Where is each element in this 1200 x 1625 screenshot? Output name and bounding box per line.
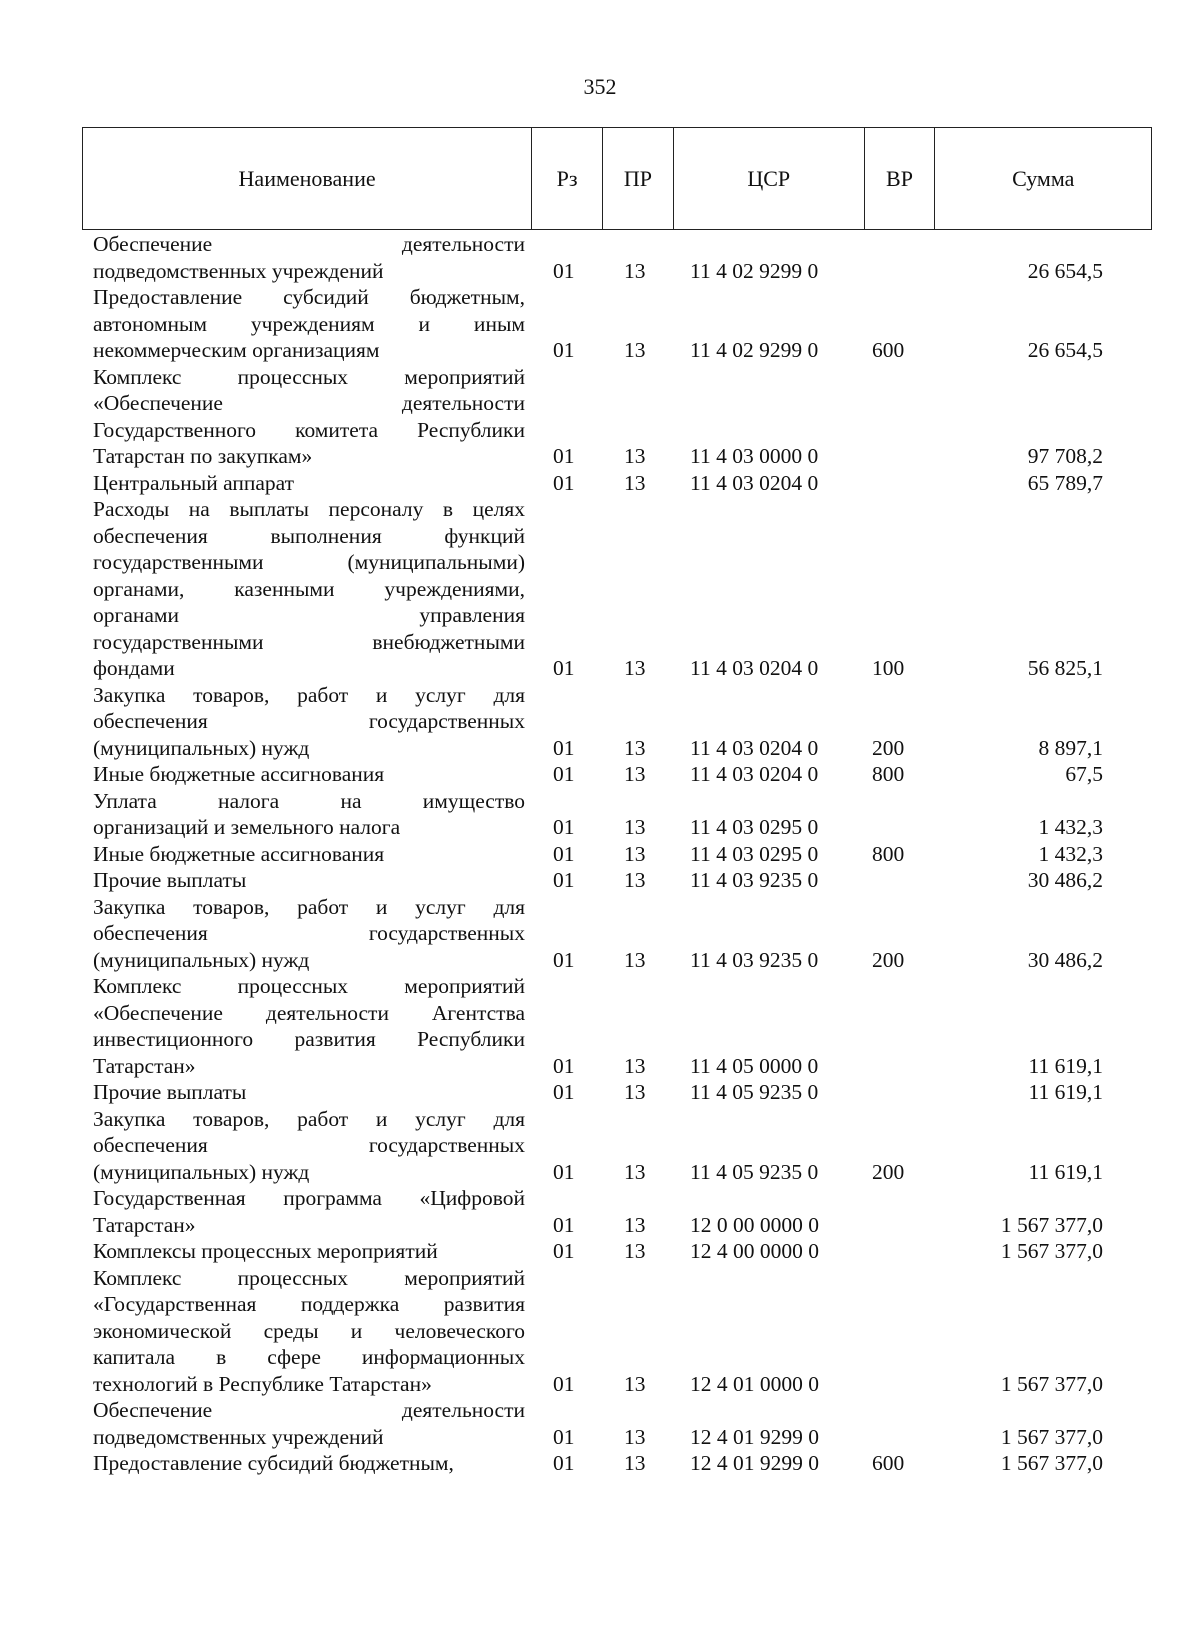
row-pr: 13	[624, 815, 646, 839]
row-vr: 600	[872, 338, 905, 362]
row-csr: 12 4 01 9299 0	[690, 1451, 819, 1475]
row-csr: 12 0 00 0000 0	[690, 1212, 819, 1237]
row-pr: 13	[624, 1371, 646, 1396]
row-name	[93, 841, 525, 868]
row-pr: 13	[624, 947, 646, 972]
row-sum: 30 486,2	[1027, 868, 1103, 892]
row-rz: 01	[553, 1159, 575, 1184]
row-rz: 01	[553, 815, 575, 839]
row-csr: 11 4 05 9235 0	[690, 1159, 819, 1184]
header-sum: Сумма	[1012, 165, 1075, 191]
row-name	[93, 231, 525, 284]
table-row	[0, 761, 1200, 788]
row-rz: 01	[553, 841, 575, 866]
row-name-line: автономным учреждениям и иным	[93, 311, 525, 336]
row-name-line: Прочие выплаты	[93, 868, 247, 892]
row-vr: 200	[872, 947, 905, 972]
row-name-line: «Государственная поддержка развития	[93, 1292, 525, 1316]
row-rz: 01	[553, 1451, 575, 1475]
table-row	[0, 1079, 1200, 1106]
row-name	[93, 1079, 525, 1106]
row-rz: 01	[553, 470, 575, 495]
table-row	[0, 867, 1200, 894]
row-name-line: Расходы на выплаты персоналу в целях	[93, 497, 525, 521]
header-pr: ПР	[603, 128, 674, 229]
table-body	[0, 231, 1200, 1477]
row-sum: 1 432,3	[1038, 815, 1103, 839]
table-row	[0, 496, 1200, 682]
row-name-line: обеспечения государственных	[93, 709, 525, 733]
row-name-line: подведомственных учреждений	[93, 1424, 384, 1449]
row-rz: 01	[553, 338, 575, 362]
row-name-line: фондами	[93, 656, 175, 680]
row-csr: 11 4 03 0295 0	[690, 841, 819, 866]
row-name-line: «Обеспечение деятельности Агентства	[93, 1000, 525, 1025]
row-name-line: Государственного комитета Республики	[93, 417, 525, 442]
row-name-line: капитала в сфере информационных	[93, 1345, 525, 1369]
table-row	[0, 284, 1200, 364]
table-row	[0, 841, 1200, 868]
row-name	[93, 1450, 525, 1477]
row-sum: 67,5	[1065, 762, 1103, 786]
row-name	[93, 1106, 525, 1186]
row-pr: 13	[624, 868, 646, 892]
row-vr: 800	[872, 762, 905, 786]
row-sum: 11 619,1	[1028, 1053, 1103, 1078]
row-sum: 1 567 377,0	[1000, 1371, 1103, 1396]
header-csr: ЦСР	[674, 128, 865, 229]
row-csr: 11 4 03 0204 0	[690, 656, 819, 680]
row-csr: 12 4 01 0000 0	[690, 1371, 819, 1396]
row-name	[93, 364, 525, 470]
row-pr: 13	[624, 1080, 646, 1104]
row-pr: 13	[624, 470, 646, 495]
row-csr: 11 4 03 0204 0	[690, 762, 819, 786]
row-name-line: организаций и земельного налога	[93, 815, 401, 839]
row-name-line: Государственная программа «Цифровой	[93, 1186, 525, 1210]
table-row	[0, 1238, 1200, 1265]
row-name-line: Предоставление субсидий бюджетным,	[93, 285, 525, 309]
row-csr: 11 4 05 0000 0	[690, 1053, 819, 1078]
row-pr: 13	[624, 841, 646, 866]
row-name-line: Прочие выплаты	[93, 1080, 247, 1104]
row-sum: 26 654,5	[1027, 338, 1103, 362]
table-row	[0, 1265, 1200, 1398]
row-csr: 11 4 03 0204 0	[690, 470, 819, 495]
row-pr: 13	[624, 656, 646, 680]
row-pr: 13	[624, 1239, 646, 1263]
row-name-line: Закупка товаров, работ и услуг для	[93, 894, 525, 919]
row-pr: 13	[624, 735, 646, 760]
row-name-line: (муниципальных) нужд	[93, 947, 310, 972]
table-row	[0, 231, 1200, 284]
row-rz: 01	[553, 947, 575, 972]
table-row	[0, 788, 1200, 841]
header-vr: ВР	[865, 128, 936, 229]
page-number: 352	[583, 74, 617, 99]
row-name	[93, 470, 525, 497]
row-name-line: органами управления	[93, 603, 525, 627]
row-name-line: (муниципальных) нужд	[93, 1159, 310, 1184]
row-rz: 01	[553, 1371, 575, 1396]
header-name: Наименование	[83, 128, 532, 229]
row-csr: 11 4 03 0295 0	[690, 815, 819, 839]
row-name	[93, 867, 525, 894]
row-rz: 01	[553, 1212, 575, 1237]
row-name-line: органами, казенными учреждениями,	[93, 576, 525, 601]
row-name-line: подведомственных учреждений	[93, 258, 384, 283]
row-sum: 1 567 377,0	[1000, 1424, 1103, 1449]
row-sum: 30 486,2	[1027, 947, 1103, 972]
row-name-line: Комплекс процессных мероприятий	[93, 974, 525, 998]
row-sum: 1 567 377,0	[1000, 1451, 1103, 1475]
row-name-line: Иные бюджетные ассигнования	[93, 762, 385, 786]
row-csr: 11 4 03 0204 0	[690, 735, 819, 760]
row-csr: 11 4 03 9235 0	[690, 947, 819, 972]
table-row	[0, 364, 1200, 470]
row-name-line: Уплата налога на имущество	[93, 788, 525, 813]
row-rz: 01	[553, 1424, 575, 1449]
row-rz: 01	[553, 762, 575, 786]
row-name	[93, 682, 525, 762]
row-csr: 11 4 02 9299 0	[690, 338, 819, 362]
row-sum: 8 897,1	[1038, 735, 1103, 760]
row-pr: 13	[624, 1424, 646, 1449]
row-name-line: некоммерческим организациям	[93, 338, 380, 362]
row-sum: 1 432,3	[1038, 841, 1103, 866]
row-rz: 01	[553, 1080, 575, 1104]
row-name	[93, 496, 525, 682]
row-name-line: технологий в Республике Татарстан»	[93, 1371, 432, 1396]
row-sum: 65 789,7	[1027, 470, 1103, 495]
row-sum: 97 708,2	[1027, 444, 1103, 468]
row-rz: 01	[553, 258, 575, 283]
row-pr: 13	[624, 338, 646, 362]
row-name-line: Закупка товаров, работ и услуг для	[93, 1106, 525, 1131]
row-name	[93, 1238, 525, 1265]
row-csr: 12 4 00 0000 0	[690, 1239, 819, 1263]
row-name-line: Иные бюджетные ассигнования	[93, 841, 385, 866]
row-name-line: обеспечения государственных	[93, 1133, 525, 1157]
row-vr: 200	[872, 735, 905, 760]
row-pr: 13	[624, 258, 646, 283]
table-row	[0, 470, 1200, 497]
row-csr: 12 4 01 9299 0	[690, 1424, 819, 1449]
row-vr: 200	[872, 1159, 905, 1184]
table-row	[0, 894, 1200, 974]
row-name-line: обеспечения государственных	[93, 921, 525, 945]
table-row	[0, 973, 1200, 1079]
row-name-line: Комплекс процессных мероприятий	[93, 1265, 525, 1290]
row-pr: 13	[624, 1212, 646, 1237]
row-name-line: инвестиционного развития Республики	[93, 1027, 525, 1051]
row-rz: 01	[553, 1239, 575, 1263]
row-sum: 1 567 377,0	[1000, 1212, 1103, 1237]
row-pr: 13	[624, 444, 646, 468]
row-csr: 11 4 03 9235 0	[690, 868, 819, 892]
row-csr: 11 4 02 9299 0	[690, 258, 819, 283]
row-name	[93, 761, 525, 788]
row-rz: 01	[553, 656, 575, 680]
row-name-line: Обеспечение деятельности	[93, 1398, 525, 1422]
row-name-line: Предоставление субсидий бюджетным,	[93, 1451, 454, 1475]
row-csr: 11 4 03 0000 0	[690, 444, 819, 468]
row-sum: 11 619,1	[1028, 1159, 1103, 1184]
row-sum: 1 567 377,0	[1000, 1239, 1103, 1263]
row-name-line: Татарстан»	[93, 1212, 196, 1237]
row-sum: 11 619,1	[1028, 1080, 1103, 1104]
row-name	[93, 894, 525, 974]
row-sum: 56 825,1	[1027, 656, 1103, 680]
row-name-line: Центральный аппарат	[93, 470, 295, 495]
row-name-line: Татарстан по закупкам»	[93, 444, 313, 468]
row-name-line: обеспечения выполнения функций	[93, 523, 525, 548]
row-pr: 13	[624, 1451, 646, 1475]
row-name	[93, 973, 525, 1079]
row-rz: 01	[553, 868, 575, 892]
row-name	[93, 788, 525, 841]
row-name	[93, 1265, 525, 1398]
row-csr: 11 4 05 9235 0	[690, 1080, 819, 1104]
row-name-line: экономической среды и человеческого	[93, 1318, 525, 1343]
header-rz: Рз	[532, 128, 603, 229]
row-vr: 100	[872, 656, 905, 680]
table-header	[82, 127, 1152, 230]
row-name-line: Татарстан»	[93, 1053, 196, 1078]
row-vr: 800	[872, 841, 905, 866]
row-rz: 01	[553, 1053, 575, 1078]
row-pr: 13	[624, 762, 646, 786]
row-name	[93, 1185, 525, 1238]
row-name-line: государственными (муниципальными)	[93, 550, 525, 574]
table-row	[0, 1397, 1200, 1450]
row-vr: 600	[872, 1451, 905, 1475]
table-row	[0, 682, 1200, 762]
row-name-line: «Обеспечение деятельности	[93, 391, 525, 415]
table-row	[0, 1450, 1200, 1477]
row-name-line: государственными внебюджетными	[93, 629, 525, 654]
row-pr: 13	[624, 1159, 646, 1184]
table-row	[0, 1185, 1200, 1238]
row-name	[93, 1397, 525, 1450]
row-sum: 26 654,5	[1027, 258, 1103, 283]
row-name-line: Комплексы процессных мероприятий	[93, 1239, 438, 1263]
row-name-line: Закупка товаров, работ и услуг для	[93, 682, 525, 707]
row-name-line: (муниципальных) нужд	[93, 735, 310, 760]
row-name	[93, 284, 525, 364]
row-rz: 01	[553, 735, 575, 760]
row-pr: 13	[624, 1053, 646, 1078]
table-row	[0, 1106, 1200, 1186]
row-name-line: Обеспечение деятельности	[93, 232, 525, 256]
row-rz: 01	[553, 444, 575, 468]
row-name-line: Комплекс процессных мероприятий	[93, 364, 525, 389]
